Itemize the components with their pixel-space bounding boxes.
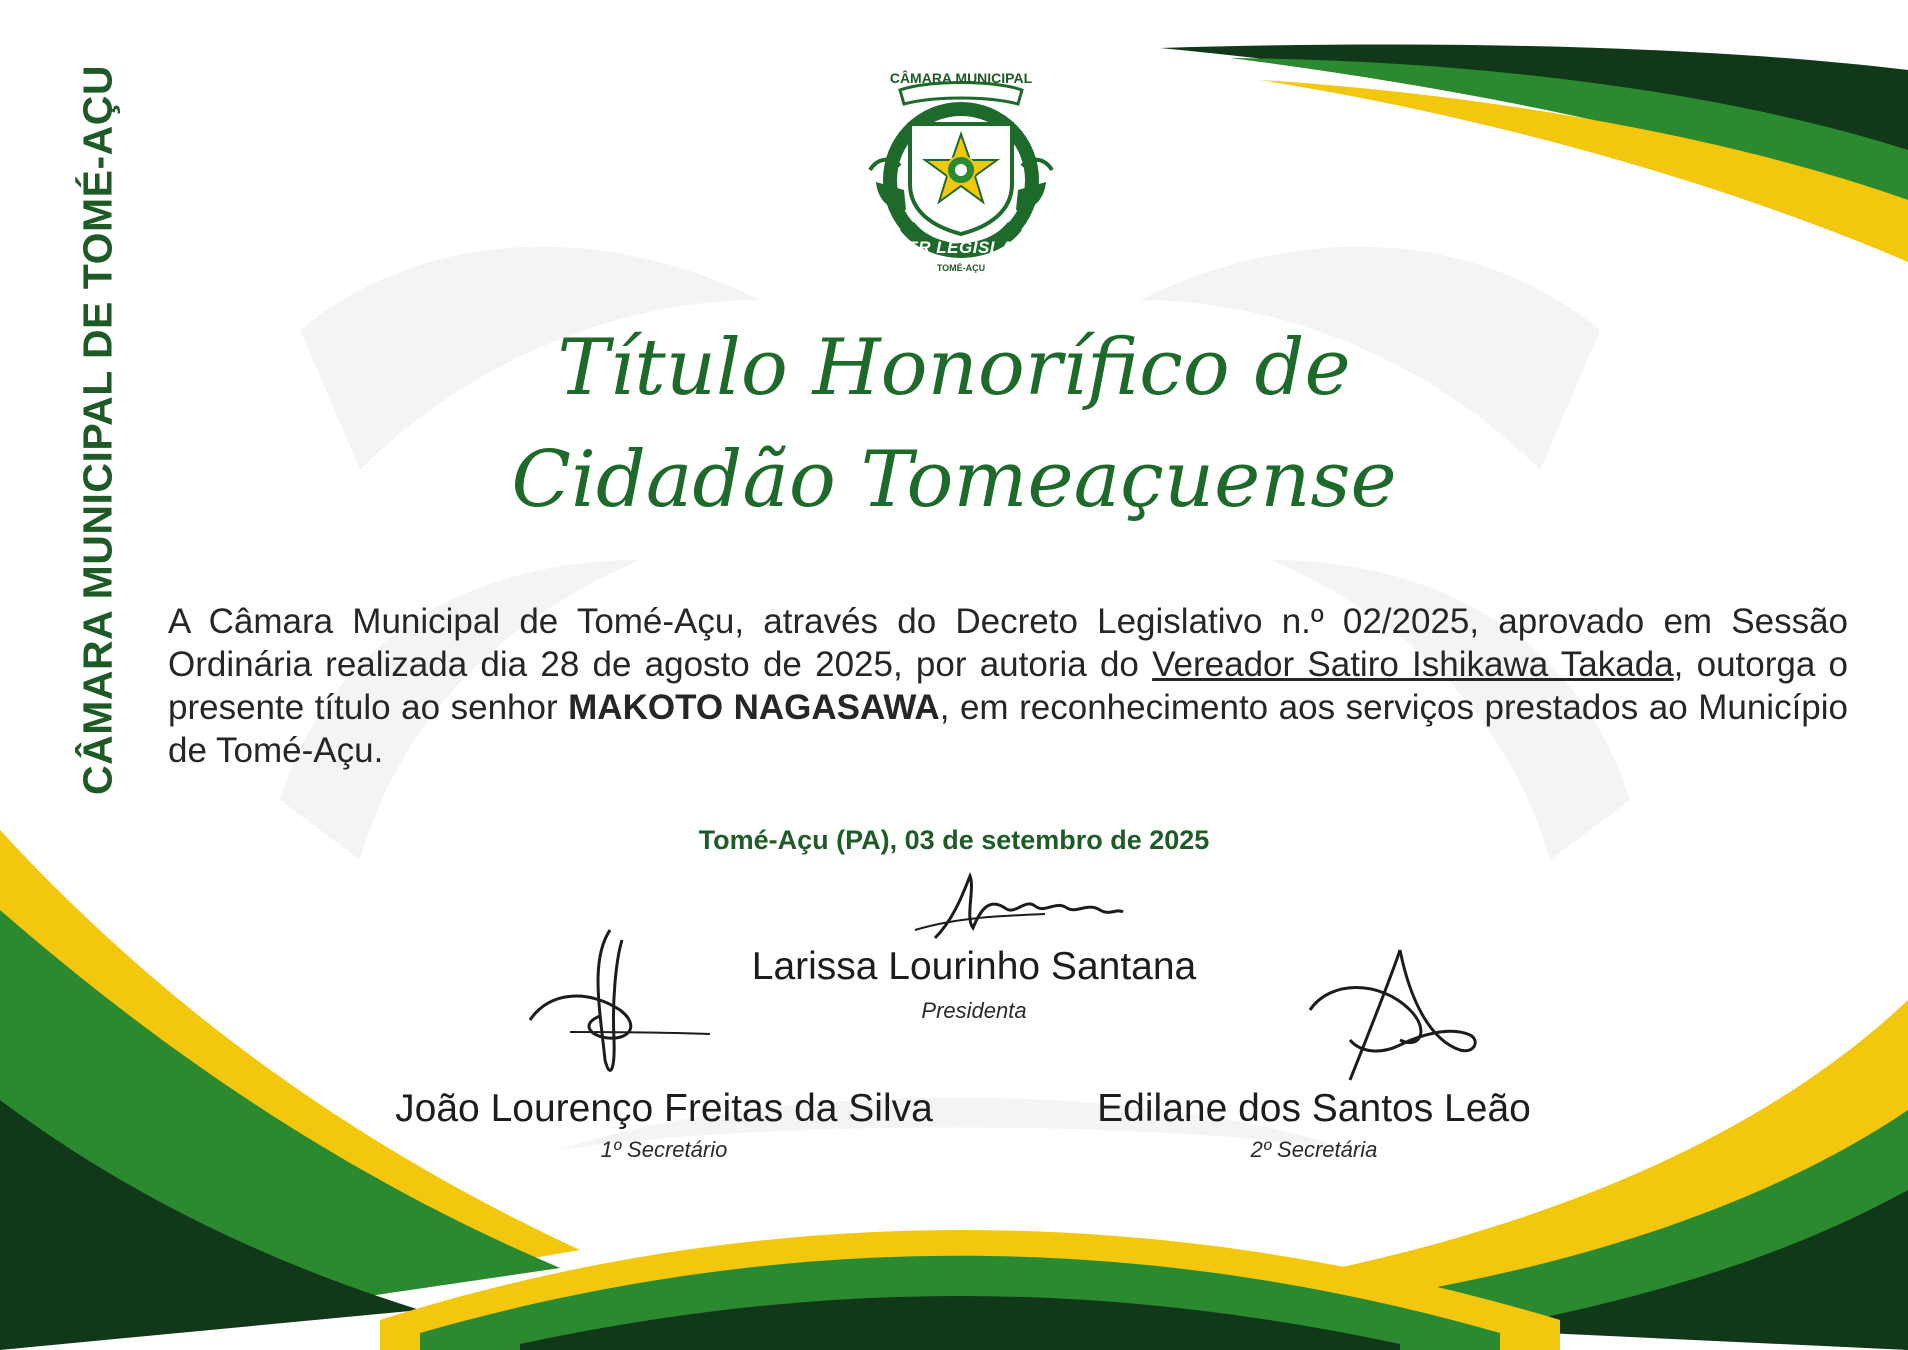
first-secretary-name: João Lourenço Freitas da Silva — [395, 1087, 933, 1130]
president-role: Presidenta — [921, 998, 1027, 1023]
title-line-1: Título Honorífico de — [557, 323, 1351, 413]
body-grant: , outorga o presente título ao senhor — [168, 645, 1848, 727]
body-closing: , em reconhecimento aos serviços prestados ao Município de Tomé-Açu. — [168, 688, 1849, 770]
body-honoree: MAKOTO NAGASAWA — [568, 688, 940, 727]
seal-top-text: CÂMARA MUNICIPAL — [889, 70, 1033, 86]
certificate-body — [168, 600, 1848, 772]
president-name: Larissa Lourinho Santana — [751, 945, 1197, 988]
issue-date: Tomé-Açu (PA), 03 de setembro de 2025 — [698, 825, 1210, 855]
seal-bottom-text: TOMÉ-AÇU — [936, 263, 986, 273]
seal-band-text: PODER LEGISLATIVO — [868, 238, 1054, 257]
top-right-swoosh — [1160, 44, 1908, 262]
second-secretary-signature-icon — [1300, 940, 1490, 1090]
first-secretary-signature-icon — [510, 920, 720, 1090]
body-author: Vereador Satiro Ishikawa Takada — [1152, 645, 1674, 684]
chamber-seal — [848, 62, 1074, 282]
certificate-title — [0, 312, 1908, 536]
body-intro: A Câmara Municipal de Tomé-Açu, através do Decreto Legislativo n.º 02/2025, aprovado em Sessão Ordinária realizada dia 28 de agosto de 2025, por autoria do — [168, 602, 1848, 684]
first-secretary-role: 1º Secretário — [600, 1137, 728, 1162]
second-secretary-name: Edilane dos Santos Leão — [1097, 1087, 1531, 1130]
sidebar-vertical-title: CÂMARA MUNICIPAL DE TOMÉ-AÇU — [74, 65, 121, 795]
second-secretary-role: 2º Secretária — [1250, 1137, 1378, 1162]
title-line-2: Cidadão Tomeaçuense — [511, 435, 1397, 525]
president-signature-icon — [895, 868, 1135, 948]
